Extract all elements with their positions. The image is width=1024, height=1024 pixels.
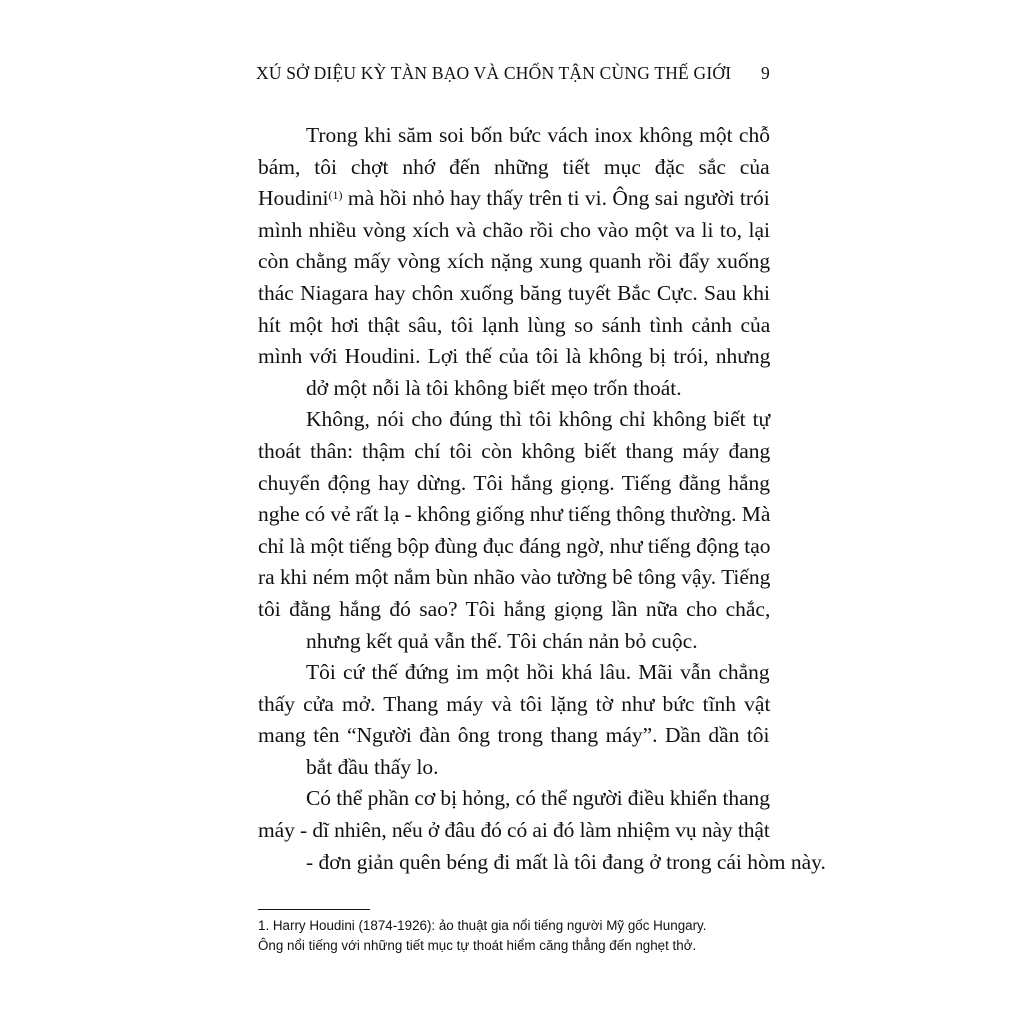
text-line: chuyển động hay dừng. Tôi hắng giọng. Tiếng đằng hắng — [258, 470, 770, 495]
text-line: Tôi cứ thế đứng im một hồi khá lâu. Mãi vẫn chẳng — [306, 660, 770, 685]
text-line: chỉ là một tiếng bộp đùng đục đáng ngờ, như tiếng động tạo — [258, 533, 771, 558]
body-text — [258, 120, 826, 878]
text-line: thác Niagara hay chôn xuống băng tuyết Bắc Cực. Sau khi — [258, 280, 771, 305]
text-line: Trong khi săm soi bốn bức vách inox không một chỗ — [306, 123, 770, 147]
text-line: tôi đằng hắng đó sao? Tôi hắng giọng lần nữa cho chắc, — [258, 596, 771, 621]
text-line: còn chằng mấy vòng xích nặng xung quanh rồi đẩy xuống — [258, 249, 771, 274]
running-title: XÚ SỞ DIỆU KỲ TÀN BẠO VÀ CHỐN TẬN CÙNG THẾ GIỚI — [256, 62, 732, 83]
text-fragment: mà hồi nhỏ hay thấy trên ti vi. Ông sai người trói — [342, 186, 770, 211]
text-line: dở một nỗi là tôi không biết mẹo trốn thoát. — [306, 375, 682, 400]
footnote — [258, 916, 778, 956]
text-fragment: Houdini — [258, 186, 329, 211]
text-line: mình với Houdini. Lợi thế của tôi là không bị trói, nhưng — [258, 344, 771, 369]
text-line: Không, nói cho đúng thì tôi không chỉ không biết tự — [306, 407, 771, 432]
text-line: bám, tôi chợt nhớ đến những tiết mục đặc sắc của — [258, 154, 770, 179]
paragraph — [258, 783, 826, 878]
text-line: máy - dĩ nhiên, nếu ở đâu đó có ai đó làm nhiệm vụ này thật — [258, 818, 770, 843]
text-line: nghe có vẻ rất lạ - không giống như tiếng thông thường. Mà — [258, 502, 771, 527]
text-line: ra khi ném một nắm bùn nhão vào tường bê tông vậy. Tiếng — [258, 565, 771, 590]
text-line: - đơn giản quên béng đi mất là tôi đang ở trong cái hòm này. — [306, 849, 826, 874]
text-line: thoát thân: thậm chí tôi còn không biết thang máy đang — [258, 438, 771, 463]
paragraph — [258, 657, 770, 783]
text-line: mình nhiều vòng xích và chão rồi cho vào một va li to, lại — [258, 217, 770, 242]
text-line: hít một hơi thật sâu, tôi lạnh lùng so sánh tình cảnh của — [258, 312, 771, 337]
text-line: thấy cửa mở. Thang máy và tôi lặng tờ như bức tĩnh vật — [258, 691, 771, 716]
text-line: bắt đầu thấy lo. — [306, 754, 439, 779]
text-line: nhưng kết quả vẫn thế. Tôi chán nản bỏ cuộc. — [306, 628, 698, 653]
text-line: Có thể phần cơ bị hỏng, có thể người điều khiển thang — [306, 786, 770, 811]
text-line — [258, 183, 770, 215]
footnote-reference[interactable]: (1) — [328, 188, 343, 203]
footnote-divider — [258, 909, 370, 910]
paragraph — [258, 404, 770, 657]
footnote-line: Ông nổi tiếng với những tiết mục tự thoát hiểm căng thẳng đến nghẹt thở. — [258, 938, 697, 953]
paragraph — [258, 120, 770, 404]
page-number: 9 — [761, 62, 770, 83]
running-header — [256, 58, 770, 88]
text-line: mang tên “Người đàn ông trong thang máy”. Dần dần tôi — [258, 723, 770, 748]
footnote-line: 1. Harry Houdini (1874-1926): ảo thuật gia nổi tiếng người Mỹ gốc Hungary. — [258, 918, 707, 933]
